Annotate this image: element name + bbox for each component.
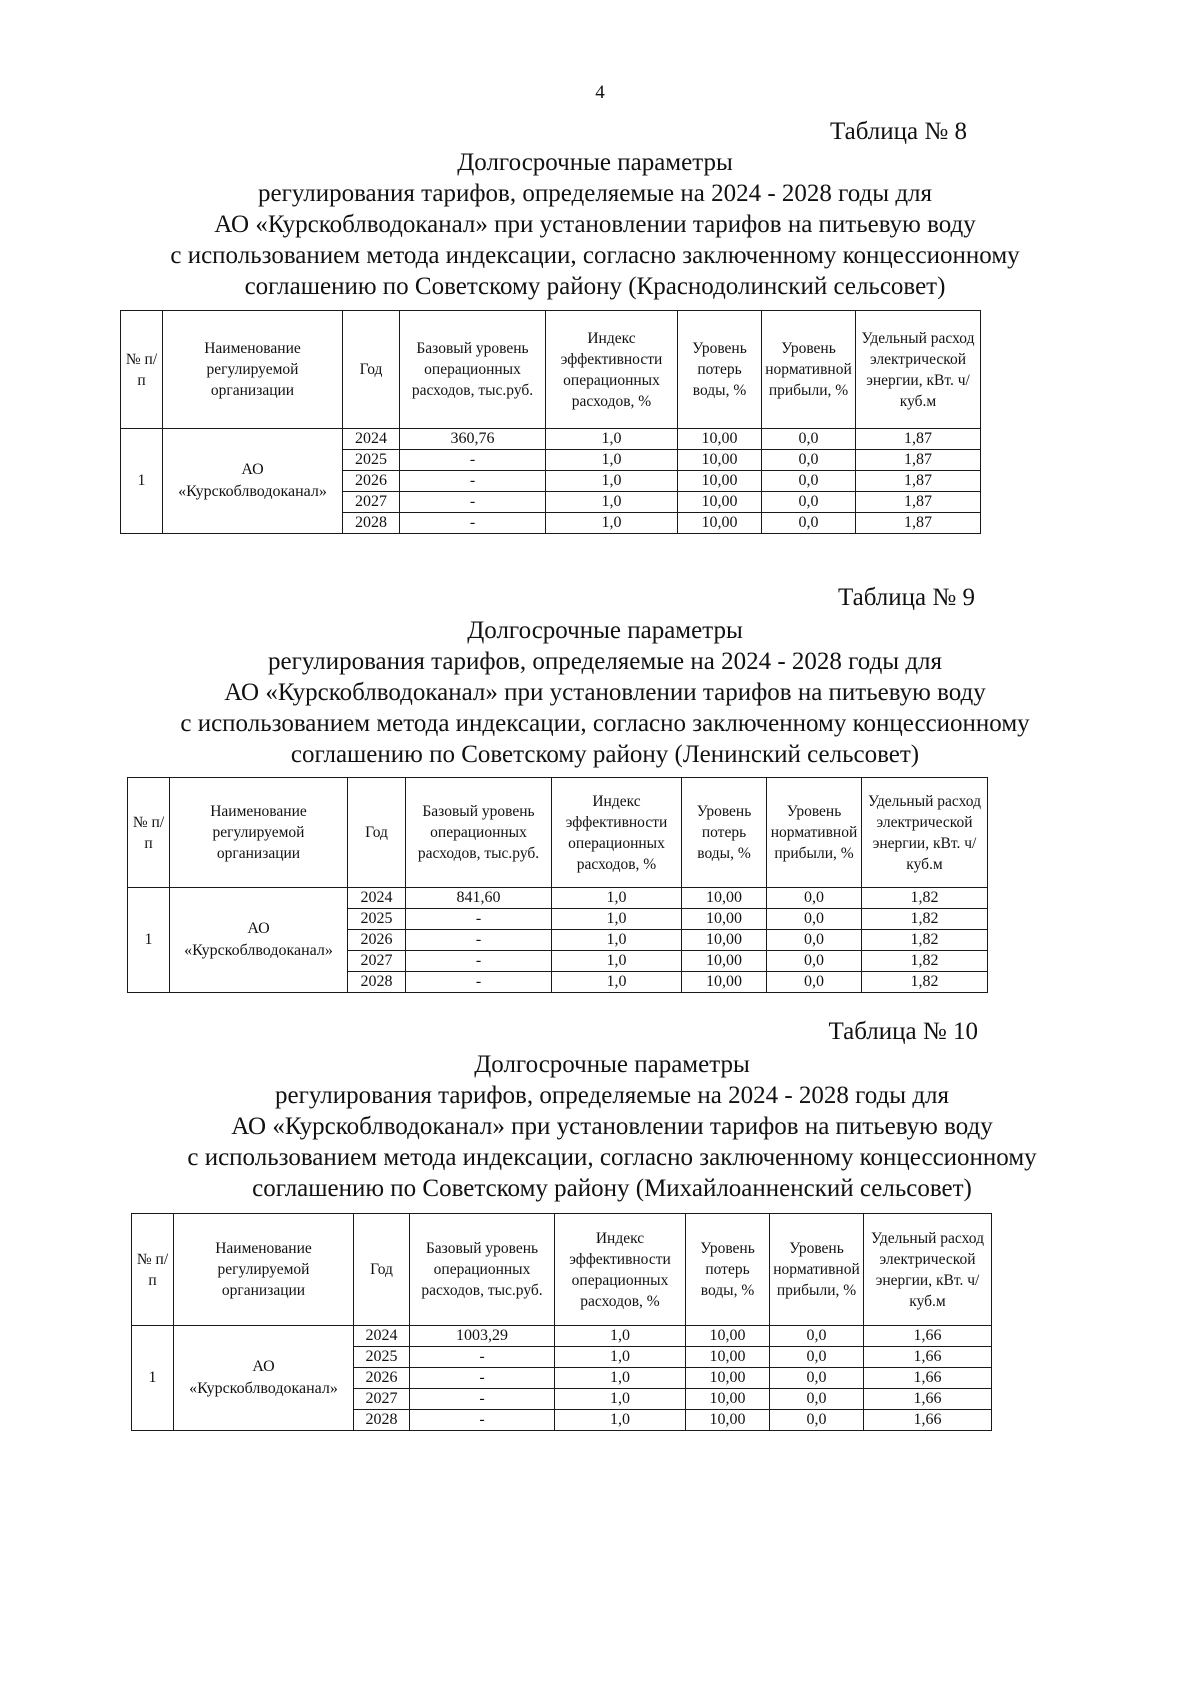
year-cell: 2025 xyxy=(354,1347,410,1368)
efficiency-index-cell: 1,0 xyxy=(552,888,682,909)
base-cost-cell: 841,60 xyxy=(406,888,552,909)
heading-line: регулирования тарифов, определяемые на 2024 - 2028 годы для xyxy=(267,648,943,675)
water-loss-cell: 10,00 xyxy=(678,513,762,534)
profit-level-cell: 0,0 xyxy=(762,429,856,450)
column-header: Уровень потерь воды, % xyxy=(678,311,762,429)
water-loss-cell: 10,00 xyxy=(686,1347,770,1368)
column-header: Уровень нормативной прибыли, % xyxy=(762,311,856,429)
energy-use-cell: 1,82 xyxy=(862,951,988,972)
base-cost-cell: - xyxy=(406,909,552,930)
energy-use-cell: 1,66 xyxy=(864,1368,992,1389)
energy-use-cell: 1,66 xyxy=(864,1410,992,1431)
base-cost-cell: - xyxy=(400,471,546,492)
profit-level-cell: 0,0 xyxy=(762,492,856,513)
base-cost-cell: - xyxy=(410,1368,555,1389)
efficiency-index-cell: 1,0 xyxy=(555,1347,686,1368)
energy-use-cell: 1,82 xyxy=(862,888,988,909)
page-number: 4 xyxy=(595,82,605,103)
base-cost-cell: - xyxy=(410,1389,555,1410)
column-header: Уровень потерь воды, % xyxy=(682,778,767,888)
water-loss-cell: 10,00 xyxy=(678,429,762,450)
year-cell: 2025 xyxy=(343,450,400,471)
water-loss-cell: 10,00 xyxy=(686,1389,770,1410)
water-loss-cell: 10,00 xyxy=(678,471,762,492)
profit-level-cell: 0,0 xyxy=(770,1326,864,1347)
heading-line: регулирования тарифов, определяемые на 2024 - 2028 годы для xyxy=(274,1082,950,1109)
energy-use-cell: 1,66 xyxy=(864,1389,992,1410)
column-header: № п/п xyxy=(128,778,170,888)
column-header: Индекс эффективности операционных расходов, % xyxy=(546,311,678,429)
year-cell: 2024 xyxy=(354,1326,410,1347)
base-cost-cell: - xyxy=(406,972,552,993)
energy-use-cell: 1,82 xyxy=(862,930,988,951)
year-cell: 2028 xyxy=(348,972,406,993)
column-header: № п/п xyxy=(132,1214,174,1326)
energy-use-cell: 1,66 xyxy=(864,1326,992,1347)
energy-use-cell: 1,87 xyxy=(856,492,981,513)
year-cell: 2027 xyxy=(348,951,406,972)
column-header: Индекс эффективности операционных расходов, % xyxy=(555,1214,686,1326)
table-row xyxy=(128,888,988,909)
efficiency-index-cell: 1,0 xyxy=(546,513,678,534)
year-cell: 2026 xyxy=(343,471,400,492)
column-header: Уровень потерь воды, % xyxy=(686,1214,770,1326)
profit-level-cell: 0,0 xyxy=(770,1368,864,1389)
heading-line: соглашению по Советскому району (Ленинский сельсовет) xyxy=(290,741,920,768)
efficiency-index-cell: 1,0 xyxy=(552,909,682,930)
heading-line: с использованием метода индексации, согласно заключенному концессионному xyxy=(170,242,1020,269)
row-number-cell: 1 xyxy=(128,888,170,993)
water-loss-cell: 10,00 xyxy=(682,972,767,993)
heading-line: АО «Курскоблводоканал» при установлении тарифов на питьевую воду xyxy=(231,1113,993,1140)
year-cell: 2026 xyxy=(348,930,406,951)
base-cost-cell: - xyxy=(410,1410,555,1431)
profit-level-cell: 0,0 xyxy=(770,1347,864,1368)
efficiency-index-cell: 1,0 xyxy=(546,492,678,513)
energy-use-cell: 1,87 xyxy=(856,513,981,534)
profit-level-cell: 0,0 xyxy=(762,513,856,534)
heading-line: Долгосрочные параметры xyxy=(474,1051,750,1078)
profit-level-cell: 0,0 xyxy=(767,909,862,930)
header-row xyxy=(121,311,981,429)
column-header: Удельный расход электрической энергии, кВт. ч/куб.м xyxy=(864,1214,992,1326)
column-header: Уровень нормативной прибыли, % xyxy=(770,1214,864,1326)
organization-cell: АО «Курскоблводоканал» xyxy=(163,429,343,534)
efficiency-index-cell: 1,0 xyxy=(552,951,682,972)
efficiency-index-cell: 1,0 xyxy=(555,1326,686,1347)
column-header: Наименование регулируемой организации xyxy=(163,311,343,429)
energy-use-cell: 1,87 xyxy=(856,429,981,450)
energy-use-cell: 1,87 xyxy=(856,450,981,471)
base-cost-cell: - xyxy=(400,450,546,471)
water-loss-cell: 10,00 xyxy=(686,1326,770,1347)
column-header: Год xyxy=(354,1214,410,1326)
efficiency-index-cell: 1,0 xyxy=(546,429,678,450)
year-cell: 2027 xyxy=(343,492,400,513)
column-header: Наименование регулируемой организации xyxy=(170,778,348,888)
parameters-table xyxy=(127,777,988,993)
column-header: Базовый уровень операционных расходов, тыс.руб. xyxy=(406,778,552,888)
profit-level-cell: 0,0 xyxy=(770,1389,864,1410)
column-header: Удельный расход электрической энергии, кВт. ч/куб.м xyxy=(856,311,981,429)
column-header: Наименование регулируемой организации xyxy=(174,1214,354,1326)
column-header: Год xyxy=(343,311,400,429)
heading-line: регулирования тарифов, определяемые на 2024 - 2028 годы для xyxy=(257,180,933,207)
profit-level-cell: 0,0 xyxy=(767,972,862,993)
heading-line: с использованием метода индексации, согласно заключенному концессионному xyxy=(187,1144,1037,1171)
efficiency-index-cell: 1,0 xyxy=(552,972,682,993)
water-loss-cell: 10,00 xyxy=(682,951,767,972)
base-cost-cell: 360,76 xyxy=(400,429,546,450)
base-cost-cell: - xyxy=(406,930,552,951)
heading-line: соглашению по Советскому району (Михайлоанненский сельсовет) xyxy=(252,1175,972,1202)
header-row xyxy=(128,778,988,888)
organization-cell: АО «Курскоблводоканал» xyxy=(170,888,348,993)
table-number: Таблица № 9 xyxy=(837,584,975,611)
efficiency-index-cell: 1,0 xyxy=(555,1389,686,1410)
profit-level-cell: 0,0 xyxy=(762,450,856,471)
heading-line: Долгосрочные параметры xyxy=(457,149,733,176)
column-header: Базовый уровень операционных расходов, тыс.руб. xyxy=(400,311,546,429)
base-cost-cell: 1003,29 xyxy=(410,1326,555,1347)
year-cell: 2027 xyxy=(354,1389,410,1410)
table-row xyxy=(132,1326,992,1347)
heading-line: АО «Курскоблводоканал» при установлении тарифов на питьевую воду xyxy=(224,679,986,706)
parameters-table xyxy=(120,310,981,534)
organization-cell: АО «Курскоблводоканал» xyxy=(174,1326,354,1431)
base-cost-cell: - xyxy=(400,513,546,534)
efficiency-index-cell: 1,0 xyxy=(546,471,678,492)
water-loss-cell: 10,00 xyxy=(678,492,762,513)
column-header: № п/п xyxy=(121,311,163,429)
heading-line: АО «Курскоблводоканал» при установлении тарифов на питьевую воду xyxy=(214,211,976,238)
year-cell: 2026 xyxy=(354,1368,410,1389)
year-cell: 2024 xyxy=(343,429,400,450)
row-number-cell: 1 xyxy=(132,1326,174,1431)
column-header: Год xyxy=(348,778,406,888)
heading-line: с использованием метода индексации, согласно заключенному концессионному xyxy=(180,710,1030,737)
heading-line: соглашению по Советскому району (Краснодолинский сельсовет) xyxy=(244,273,946,300)
row-number-cell: 1 xyxy=(121,429,163,534)
base-cost-cell: - xyxy=(406,951,552,972)
profit-level-cell: 0,0 xyxy=(767,888,862,909)
energy-use-cell: 1,82 xyxy=(862,972,988,993)
year-cell: 2028 xyxy=(343,513,400,534)
profit-level-cell: 0,0 xyxy=(767,951,862,972)
year-cell: 2024 xyxy=(348,888,406,909)
energy-use-cell: 1,82 xyxy=(862,909,988,930)
year-cell: 2025 xyxy=(348,909,406,930)
water-loss-cell: 10,00 xyxy=(686,1368,770,1389)
column-header: Удельный расход электрической энергии, кВт. ч/куб.м xyxy=(862,778,988,888)
header-row xyxy=(132,1214,992,1326)
profit-level-cell: 0,0 xyxy=(770,1410,864,1431)
water-loss-cell: 10,00 xyxy=(678,450,762,471)
table-heading xyxy=(5,615,1200,770)
efficiency-index-cell: 1,0 xyxy=(555,1410,686,1431)
table-number: Таблица № 8 xyxy=(829,118,967,145)
year-cell: 2028 xyxy=(354,1410,410,1431)
parameters-table xyxy=(131,1213,992,1431)
water-loss-cell: 10,00 xyxy=(682,888,767,909)
efficiency-index-cell: 1,0 xyxy=(555,1368,686,1389)
energy-use-cell: 1,87 xyxy=(856,471,981,492)
base-cost-cell: - xyxy=(410,1347,555,1368)
water-loss-cell: 10,00 xyxy=(686,1410,770,1431)
column-header: Базовый уровень операционных расходов, тыс.руб. xyxy=(410,1214,555,1326)
efficiency-index-cell: 1,0 xyxy=(552,930,682,951)
table-heading xyxy=(0,147,1195,302)
efficiency-index-cell: 1,0 xyxy=(546,450,678,471)
table-number: Таблица № 10 xyxy=(828,1018,978,1045)
water-loss-cell: 10,00 xyxy=(682,930,767,951)
profit-level-cell: 0,0 xyxy=(767,930,862,951)
water-loss-cell: 10,00 xyxy=(682,909,767,930)
heading-line: Долгосрочные параметры xyxy=(467,617,743,644)
base-cost-cell: - xyxy=(400,492,546,513)
energy-use-cell: 1,66 xyxy=(864,1347,992,1368)
table-row xyxy=(121,429,981,450)
column-header: Уровень нормативной прибыли, % xyxy=(767,778,862,888)
column-header: Индекс эффективности операционных расходов, % xyxy=(552,778,682,888)
profit-level-cell: 0,0 xyxy=(762,471,856,492)
table-heading xyxy=(12,1049,1200,1204)
